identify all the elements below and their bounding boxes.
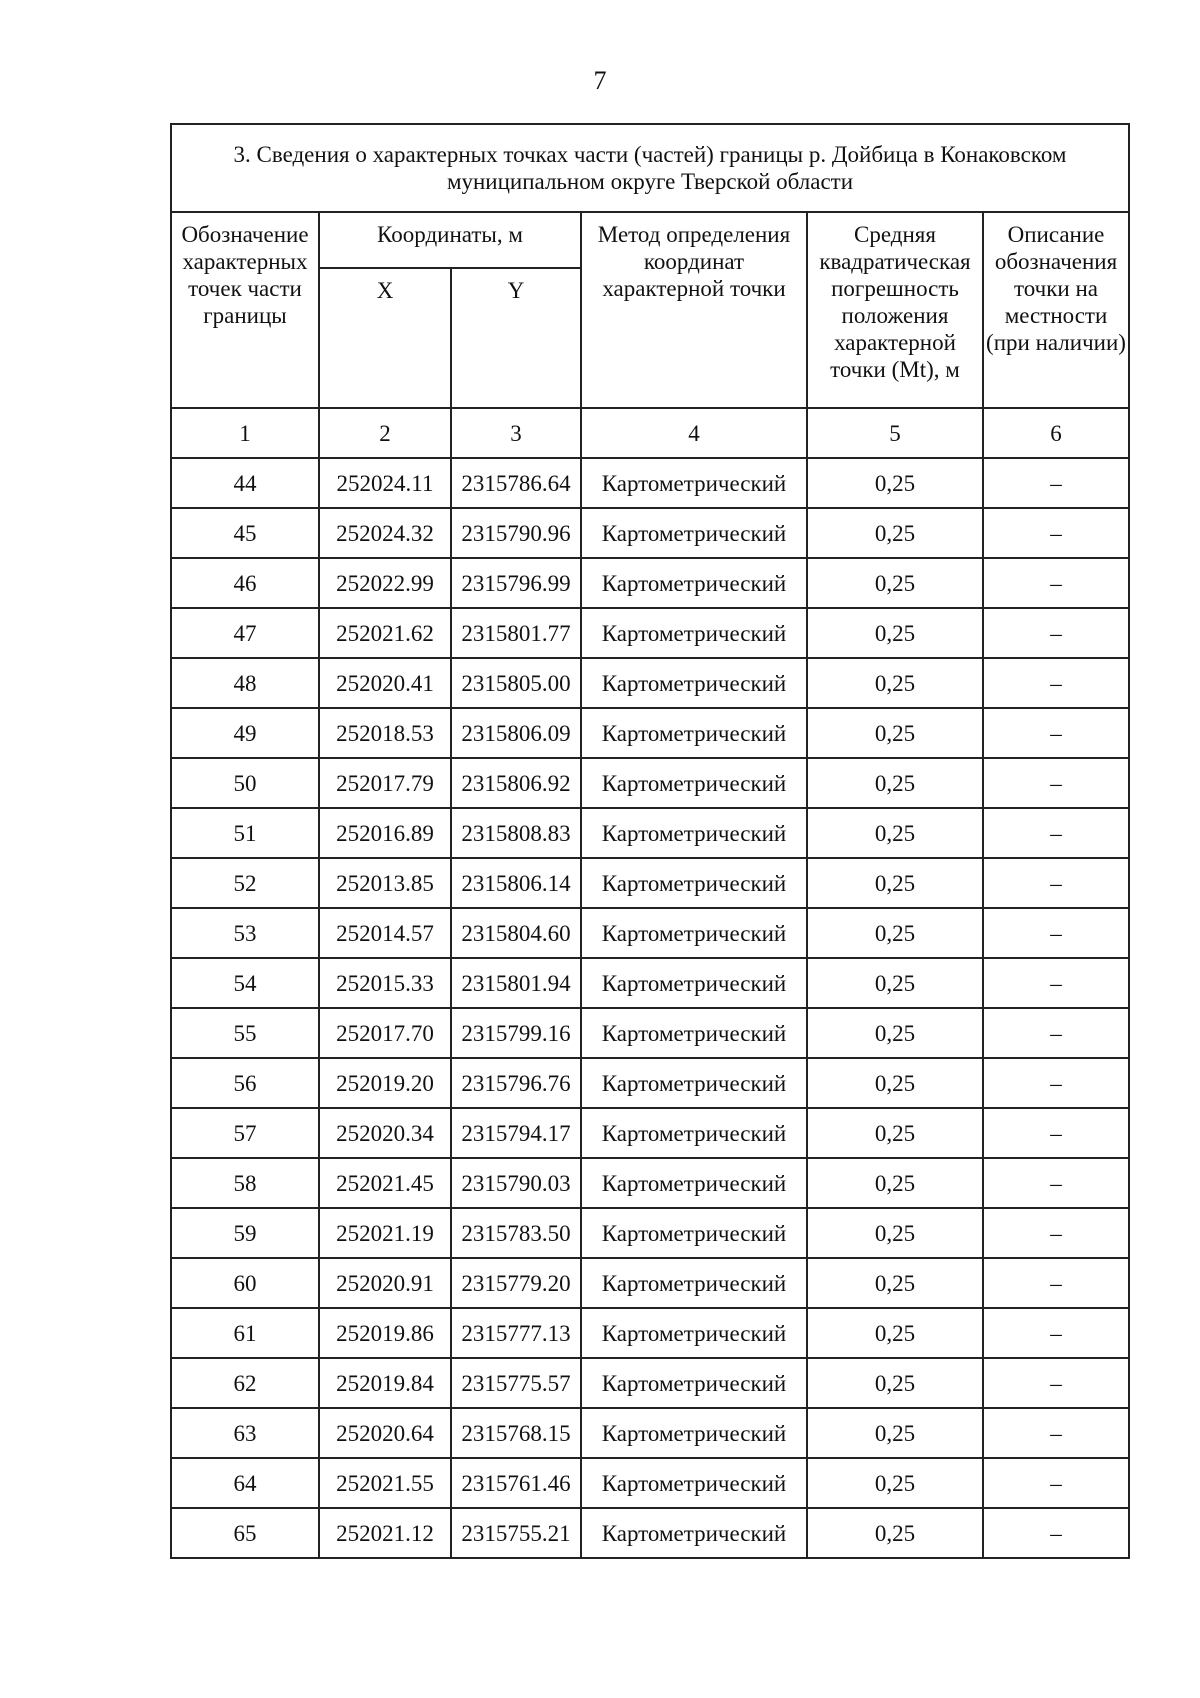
cell-y: 2315779.20 [451,1258,581,1308]
cell-method: Картометрический [581,1308,807,1358]
cell-x: 252024.32 [319,508,451,558]
table-row [171,1058,1129,1108]
cell-point: 47 [171,608,319,658]
cell-x: 252020.41 [319,658,451,708]
table-row [171,758,1129,808]
cell-point: 54 [171,958,319,1008]
cell-method: Картометрический [581,1058,807,1108]
cell-error: 0,25 [807,558,983,608]
cell-description: – [983,1458,1129,1508]
cell-description: – [983,808,1129,858]
cell-method: Картометрический [581,1008,807,1058]
cell-description: – [983,458,1129,508]
cell-y: 2315783.50 [451,1208,581,1258]
table-row [171,1458,1129,1508]
cell-y: 2315806.92 [451,758,581,808]
cell-description: – [983,608,1129,658]
cell-y: 2315768.15 [451,1408,581,1458]
cell-point: 64 [171,1458,319,1508]
cell-error: 0,25 [807,608,983,658]
cell-error: 0,25 [807,1158,983,1208]
cell-point: 63 [171,1408,319,1458]
table-row [171,458,1129,508]
cell-method: Картометрический [581,658,807,708]
cell-description: – [983,1008,1129,1058]
cell-y: 2315755.21 [451,1508,581,1558]
header-designation: Обозначение характерных точек части границы [171,212,319,408]
table-row [171,1208,1129,1258]
cell-x: 252021.19 [319,1208,451,1258]
cell-description: – [983,1108,1129,1158]
table-row [171,858,1129,908]
column-number: 1 [171,408,319,458]
cell-x: 252016.89 [319,808,451,858]
cell-method: Картометрический [581,608,807,658]
cell-error: 0,25 [807,908,983,958]
cell-method: Картометрический [581,1108,807,1158]
cell-point: 60 [171,1258,319,1308]
cell-point: 62 [171,1358,319,1408]
cell-x: 252021.62 [319,608,451,658]
cell-method: Картометрический [581,958,807,1008]
cell-description: – [983,1308,1129,1358]
cell-point: 52 [171,858,319,908]
cell-x: 252021.55 [319,1458,451,1508]
cell-error: 0,25 [807,808,983,858]
table-row [171,1008,1129,1058]
cell-description: – [983,1208,1129,1258]
cell-method: Картометрический [581,1208,807,1258]
cell-method: Картометрический [581,1258,807,1308]
cell-method: Картометрический [581,458,807,508]
table-row [171,558,1129,608]
cell-y: 2315761.46 [451,1458,581,1508]
cell-point: 48 [171,658,319,708]
cell-y: 2315808.83 [451,808,581,858]
cell-point: 58 [171,1158,319,1208]
cell-description: – [983,958,1129,1008]
cell-y: 2315801.94 [451,958,581,1008]
header-x: X [319,268,451,408]
cell-error: 0,25 [807,1058,983,1108]
cell-description: – [983,658,1129,708]
cell-x: 252019.20 [319,1058,451,1108]
cell-error: 0,25 [807,1258,983,1308]
cell-y: 2315805.00 [451,658,581,708]
cell-x: 252015.33 [319,958,451,1008]
cell-x: 252024.11 [319,458,451,508]
cell-error: 0,25 [807,1008,983,1058]
cell-description: – [983,1358,1129,1408]
cell-method: Картометрический [581,908,807,958]
cell-description: – [983,1158,1129,1208]
column-number: 3 [451,408,581,458]
cell-error: 0,25 [807,958,983,1008]
column-number: 4 [581,408,807,458]
cell-x: 252022.99 [319,558,451,608]
cell-y: 2315796.99 [451,558,581,608]
column-numbers-row [171,408,1129,458]
header-coordinates: Координаты, м [319,212,581,268]
column-number: 5 [807,408,983,458]
cell-point: 50 [171,758,319,808]
cell-point: 61 [171,1308,319,1358]
cell-x: 252014.57 [319,908,451,958]
cell-error: 0,25 [807,1208,983,1258]
cell-y: 2315775.57 [451,1358,581,1408]
cell-y: 2315790.96 [451,508,581,558]
cell-y: 2315790.03 [451,1158,581,1208]
cell-error: 0,25 [807,1408,983,1458]
table-row [171,1408,1129,1458]
cell-description: – [983,1258,1129,1308]
cell-x: 252021.12 [319,1508,451,1558]
cell-x: 252020.64 [319,1408,451,1458]
cell-description: – [983,558,1129,608]
header-y: Y [451,268,581,408]
cell-description: – [983,708,1129,758]
cell-method: Картометрический [581,508,807,558]
cell-method: Картометрический [581,1508,807,1558]
column-number: 2 [319,408,451,458]
cell-error: 0,25 [807,658,983,708]
cell-description: – [983,858,1129,908]
cell-method: Картометрический [581,708,807,758]
page-number: 7 [593,66,607,95]
table-row [171,1308,1129,1358]
cell-method: Картометрический [581,1458,807,1508]
cell-description: – [983,508,1129,558]
cell-x: 252020.91 [319,1258,451,1308]
cell-method: Картометрический [581,1158,807,1208]
cell-error: 0,25 [807,708,983,758]
table-row [171,958,1129,1008]
cell-description: – [983,1508,1129,1558]
cell-description: – [983,758,1129,808]
cell-description: – [983,1058,1129,1108]
cell-method: Картометрический [581,1408,807,1458]
cell-point: 57 [171,1108,319,1158]
cell-method: Картометрический [581,758,807,808]
table-row [171,908,1129,958]
table-row [171,808,1129,858]
cell-point: 51 [171,808,319,858]
cell-x: 252020.34 [319,1108,451,1158]
cell-x: 252017.79 [319,758,451,808]
boundary-points-table [170,123,1130,1559]
table-row [171,708,1129,758]
cell-point: 59 [171,1208,319,1258]
cell-description: – [983,908,1129,958]
table-row [171,1508,1129,1558]
cell-error: 0,25 [807,858,983,908]
cell-point: 44 [171,458,319,508]
cell-point: 46 [171,558,319,608]
cell-x: 252018.53 [319,708,451,758]
cell-description: – [983,1408,1129,1458]
table-row [171,608,1129,658]
cell-error: 0,25 [807,508,983,558]
table-row [171,1158,1129,1208]
cell-point: 55 [171,1008,319,1058]
table-row [171,508,1129,558]
cell-y: 2315806.14 [451,858,581,908]
table-caption: 3. Сведения о характерных точках части (частей) границы р. Дойбица в Конаковском муниципальном округе Тверской области [171,124,1129,212]
cell-error: 0,25 [807,1508,983,1558]
header-description: Описание обозначения точки на местности (при наличии) [983,212,1129,408]
cell-point: 65 [171,1508,319,1558]
table-caption-row [171,124,1129,212]
table-row [171,658,1129,708]
cell-y: 2315804.60 [451,908,581,958]
cell-method: Картометрический [581,558,807,608]
cell-y: 2315786.64 [451,458,581,508]
column-number: 6 [983,408,1129,458]
table-row [171,1258,1129,1308]
cell-x: 252021.45 [319,1158,451,1208]
cell-point: 49 [171,708,319,758]
cell-error: 0,25 [807,758,983,808]
cell-y: 2315777.13 [451,1308,581,1358]
table-row [171,1108,1129,1158]
cell-error: 0,25 [807,1358,983,1408]
cell-method: Картометрический [581,1358,807,1408]
header-method: Метод определения координат характерной точки [581,212,807,408]
cell-error: 0,25 [807,1108,983,1158]
cell-y: 2315806.09 [451,708,581,758]
table-row [171,1358,1129,1408]
cell-y: 2315794.17 [451,1108,581,1158]
cell-x: 252019.84 [319,1358,451,1408]
cell-point: 45 [171,508,319,558]
cell-x: 252017.70 [319,1008,451,1058]
header-row [171,212,1129,268]
cell-y: 2315796.76 [451,1058,581,1108]
table-body [171,458,1129,1558]
cell-y: 2315799.16 [451,1008,581,1058]
cell-point: 53 [171,908,319,958]
cell-y: 2315801.77 [451,608,581,658]
cell-error: 0,25 [807,1308,983,1358]
cell-method: Картометрический [581,858,807,908]
cell-method: Картометрический [581,808,807,858]
cell-error: 0,25 [807,458,983,508]
header-error: Средняя квадратическая погрешность положения характерной точки (Mt), м [807,212,983,408]
cell-x: 252013.85 [319,858,451,908]
cell-x: 252019.86 [319,1308,451,1358]
cell-point: 56 [171,1058,319,1108]
cell-error: 0,25 [807,1458,983,1508]
